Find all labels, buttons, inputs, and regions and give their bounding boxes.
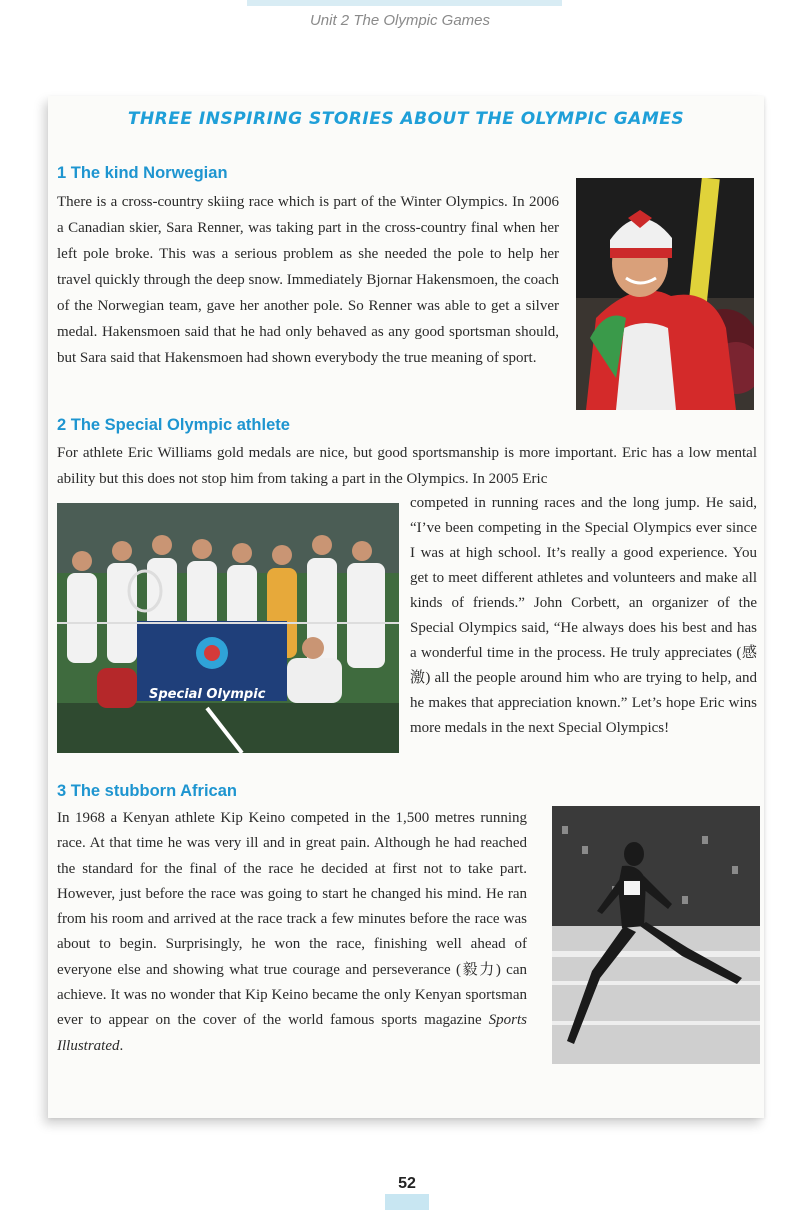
section-3-end-punctuation: .	[119, 1037, 124, 1054]
section-1-text: There is a cross-country skiing race which is part of the Winter Olympics. In 2006 a Canadian skier, Sara Renner, was taking part in the cross-country final when her left pole broke. This was a serious problem as she needed the pole to help her travel quickly through the deep snow. Immediately Bjornar Hakensmoen, the coach of the Norwegian team, gave her another pole. So Renner was able to get a silver medal. Hakensmoen said that he had only behaved as any good sportsman should, but Sara said that Hakensmoen had shown everybody the true meaning of sport.	[57, 194, 559, 366]
section-2-intro-text: For athlete Eric Williams gold medals are nice, but good sportsmanship is more important. Eric has a low mental ability but this does not stop him from taking a part in the Olympics. In 2005 Eric	[57, 445, 757, 487]
page-number-accent	[385, 1194, 429, 1210]
unit-title: Unit 2 The Olympic Games	[309, 12, 491, 29]
header-accent-bar	[247, 0, 562, 6]
section-2-body	[410, 491, 757, 741]
section-3-text	[57, 806, 527, 1059]
section-2-heading: 2 The Special Olympic athlete	[57, 416, 290, 434]
runner-illustration	[552, 806, 760, 1064]
section-2-body-text: competed in running races and the long jump. He said, “I’ve been competing in the Special Olympics ever since I was at high school. It’s really a good experience. You get to meet different athletes and volunteers and make all kinds of friends.” John Corbett, an organizer of the Special Olympics said, “He always does his best and has a wonderful time in the process. He truly appreciates (感激) all the people around him who are trying to help, and he makes that appreciation known.” Let’s hope Eric wins more medals in the next Special Olympics!	[410, 495, 757, 736]
special-olympics-photo	[57, 503, 399, 753]
section-2-intro	[57, 440, 757, 492]
banner-text: Special Olympic	[149, 687, 266, 702]
article-title: THREE INSPIRING STORIES ABOUT THE OLYMPIC GAMES	[127, 109, 685, 129]
skier-illustration	[576, 178, 754, 410]
section-3-body	[57, 806, 527, 1059]
magazine-title: Sports Illustrated	[57, 1012, 527, 1054]
section-1-body	[57, 189, 559, 371]
skier-photo	[576, 178, 754, 410]
section-1-heading: 1 The kind Norwegian	[57, 164, 228, 182]
section-3-heading: 3 The stubborn African	[57, 782, 237, 800]
page-number: 52	[398, 1175, 416, 1192]
team-photo-illustration	[57, 503, 399, 753]
section-3-body-text: In 1968 a Kenyan athlete Kip Keino competed in the 1,500 metres running race. At that time he was very ill and in great pain. Although he had reached the standard for the final of the race he decided at first not to take part. However, just before the race was going to start he changed his mind. He ran from his room and arrived at the race track a few minutes before the race was about to begin. Surprisingly, he won the race, finishing well ahead of everyone else and showing what true courage and perseverance (毅力) can achieve. It was no wonder that Kip Keino became the only Kenyan sportsman ever to appear on the cover of the world famous sports magazine	[57, 810, 527, 1029]
runner-photo	[552, 806, 760, 1064]
